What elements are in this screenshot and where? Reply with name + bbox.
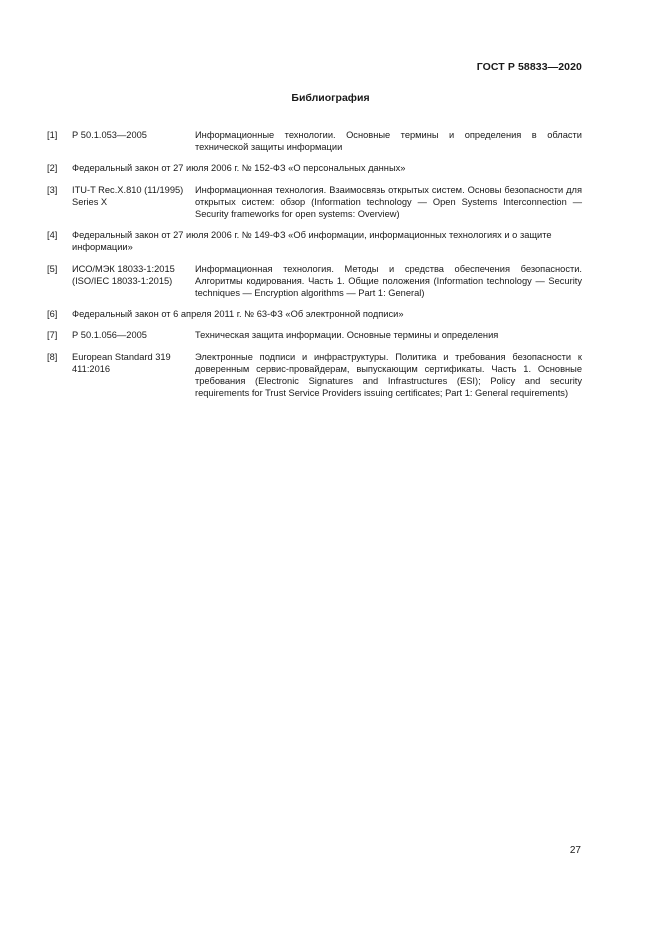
entry-reference: ITU-T Rec.X.810 (11/1995) Series X bbox=[72, 184, 184, 207]
entry-reference: Р 50.1.053—2005 bbox=[72, 130, 147, 140]
page-number: 27 bbox=[569, 845, 581, 856]
entry-full-text: Федеральный закон от 6 апреля 2011 г. № 63-ФЗ «Об электронной подписи» bbox=[72, 309, 404, 320]
page-title: Библиография bbox=[291, 92, 370, 104]
entry-description: Информационная технология. Методы и средства обеспечения безопасности. Алгоритмы кодирования. Часть 1. Общие положения (Information technology — Security techniques — Encryption algorithms — Part 1: General) bbox=[195, 263, 582, 299]
bibliography-list bbox=[47, 129, 582, 408]
entry-description: Электронные подписи и инфраструктуры. Политика и требования безопасности к доверенным сервис-провайдерам, выпускающим сертификаты. Часть 1. Основные требования (Electronic Signatures and Infrastructures (ESI); Policy and security requirements for Trust Service Providers issuing certificates; Part 1: General requirements) bbox=[195, 351, 582, 399]
entry-reference: European Standard 319 411:2016 bbox=[72, 351, 171, 374]
bibliography-entry-6 bbox=[47, 308, 582, 320]
entry-reference: ИСО/МЭК 18033-1:2015 (ISO/IEC 18033-1:2015) bbox=[72, 263, 175, 286]
bibliography-entry-1 bbox=[47, 129, 582, 153]
entry-number: [8] bbox=[47, 351, 58, 362]
entry-number: [6] bbox=[47, 309, 58, 320]
entry-number: [3] bbox=[47, 184, 58, 195]
document-id-header: ГОСТ Р 58833—2020 bbox=[476, 61, 582, 73]
bibliography-entry-4 bbox=[47, 229, 582, 253]
entry-description: Информационные технологии. Основные термины и определения в области технической защиты информации bbox=[195, 130, 582, 153]
bibliography-entry-3 bbox=[47, 184, 582, 221]
entry-number: [5] bbox=[47, 263, 58, 274]
bibliography-entry-5 bbox=[47, 263, 582, 300]
entry-full-text: Федеральный закон от 27 июля 2006 г. № 149-ФЗ «Об информации, информационных технологиях и о защите информации» bbox=[72, 230, 552, 253]
entry-description: Информационная технология. Взаимосвязь открытых систем. Основы безопасности для открытых систем: обзор (Information technology — Open Systems Interconnection — Security frameworks for open systems: Overview) bbox=[195, 184, 582, 220]
entry-number: [1] bbox=[47, 130, 58, 140]
entry-description: Техническая защита информации. Основные термины и определения bbox=[195, 330, 499, 341]
entry-number: [4] bbox=[47, 230, 58, 241]
entry-number: [2] bbox=[47, 163, 58, 174]
entry-number: [7] bbox=[47, 330, 58, 341]
bibliography-entry-8 bbox=[47, 351, 582, 400]
entry-reference: Р 50.1.056—2005 bbox=[72, 330, 147, 341]
bibliography-entry-2 bbox=[47, 162, 582, 174]
bibliography-entry-7 bbox=[47, 329, 582, 341]
entry-full-text: Федеральный закон от 27 июля 2006 г. № 152-ФЗ «О персональных данных» bbox=[72, 163, 406, 174]
